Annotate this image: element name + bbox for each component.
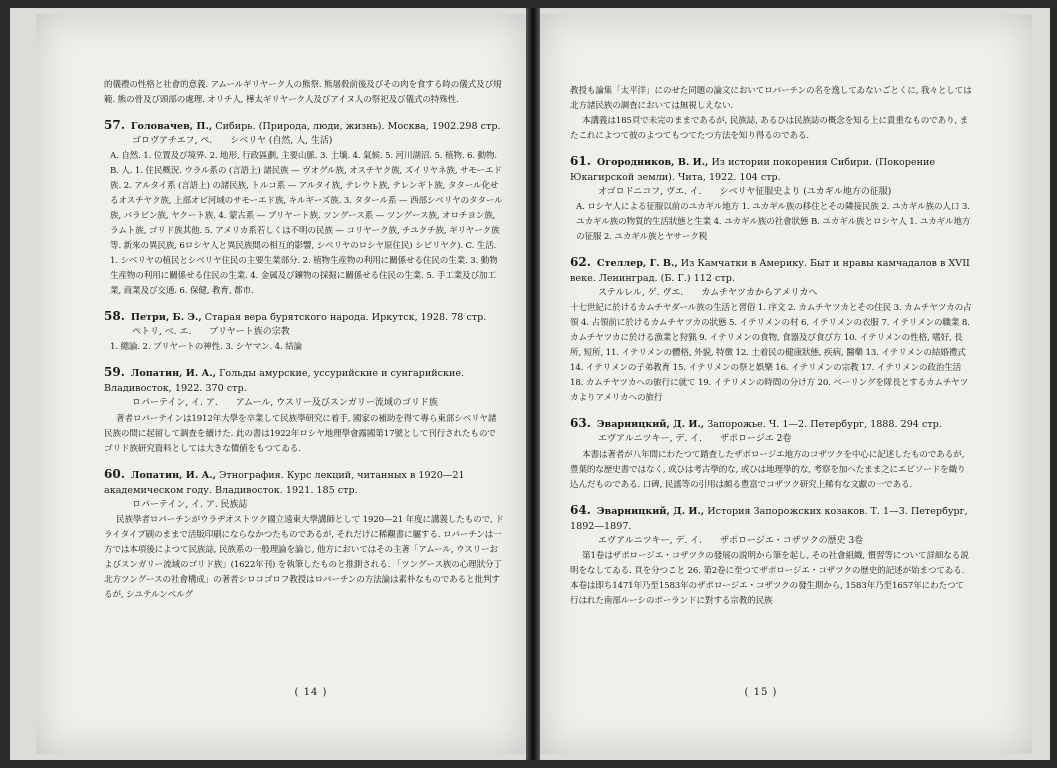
book-gutter	[526, 8, 540, 760]
entry-heading	[570, 503, 972, 534]
entry-number: 57.	[104, 118, 125, 132]
entry-author: Петри, Б. Э.,	[130, 312, 202, 324]
entry-japanese-title: ステルレル, ゲ. ヴエ. カムチヤツカからアメリカへ	[598, 288, 818, 299]
entry-number: 61.	[570, 154, 591, 168]
bib-entry-58	[104, 309, 504, 355]
entry-japanese-title: ロパーテイン, イ. ア. アムール, ウスリー及びスンガリー流域のゴリド族	[132, 398, 438, 409]
entry-title: Сибирь. (Природа, люди, жизнь). Москва, 1902.298 стр.	[215, 121, 501, 132]
entry-author: Огородников, В. И.,	[596, 157, 709, 168]
scanned-book-spread	[10, 8, 1050, 760]
entry-description: 本書は著者が八年間にわたつて踏査したザポロージエ地方のコザツクを中心に記述したものであるが, 豊葉的な歴史書ではなく, 或ひは考古學的な, 或ひは地理學的な, 考察を加へたまま之にエピソードを織り込んだものである. 口碑, 民謠等の引用は頗る豊富でコザツク研究上稀有な文獻の一である.	[570, 449, 966, 490]
entry-japanese-title: オゴロドニコフ, ヴエ. イ. シベリヤ征服史より (ユカギル地方の征服)	[598, 187, 892, 197]
entry-author: Лопатин, И. А.,	[130, 368, 217, 380]
entry-japanese-title: エヴアルニツキー, デ. イ. ザポロージエ・コザツクの歴史 3卷	[598, 535, 864, 546]
entry-number: 64.	[570, 502, 591, 517]
entry-title: Запорожье. Ч. 1—2. Петербург, 1888. 294 стр.	[707, 419, 942, 431]
bib-entry-57	[104, 118, 504, 299]
entry-title: Из истории покорения Сибири. (Покорение Юкагирской земли). Чита, 1922. 104 стр.	[570, 157, 936, 183]
bib-entry-64	[570, 503, 972, 609]
entry-title: Из Камчатки в Америку. Быт и нравы камчадалов в XVII веке. Ленинград. (Б. Г.) 112 стр.	[570, 258, 970, 285]
entry-japanese-title: ゴロヴアチエフ, ペ. シベリヤ (自然, 人, 生活)	[132, 136, 333, 146]
entry-contents: 十七世紀に於けるカムチヤダール族の生活と習俗 1. 序文 2. カムチヤツカとその住民 3. カムチヤツカの占領 4. 占領前に於けるカムチヤツカの狀態 5. イテリメンの村 6. イテリメンの衣服 7. イテリメンの職業 8. カムチヤツカに於ける漁業と狩猟 9. イテリメンの食物, 食器及び食び方 10. イテリメンの性格, 嗜好, 長所, 短所, 11. イテリメンの體格, 外貌, 特徴 12. 土着民の健康狀態, 疾病, 醫藥 13. イテリメンの結婚禮式 14. イテリメンの子弟教育 15. イテリメンの祭と娯樂 16. イテリメンの宗教 17. イテリメンの政治生活 18. カムチヤツカへの旅行に就て 19. イテリメンの時間の分け方 20. ベーリングを隊長とするカムチヤツカよりアメリカへの旅行	[570, 303, 972, 404]
page-number-right: ( 15 )	[744, 687, 778, 698]
page-number-left: ( 14 )	[294, 687, 328, 698]
entry-heading	[570, 416, 972, 432]
entry-title: Старая вера бурятского народа. Иркутск, 1928. 78 стр.	[204, 312, 487, 324]
entry-author: Стеллер, Г. В.,	[596, 258, 678, 270]
continued-paragraph: 本講義は185頁で未完のままであるが, 民族誌, あるひは民族誌の概念を知る上に貴重なものであり, またこれによつて彼のよつてもつてたつ方法を知り得るのである.	[570, 116, 969, 141]
entry-heading	[570, 255, 972, 286]
entry-number: 59.	[104, 365, 125, 380]
entry-number: 58.	[104, 309, 125, 324]
entry-description: 民族學者ロパーチンがウラヂオストツク國立遠東大學講師として 1920—21 年度に講義したもので, ドライタイプ刷のままで活版印刷にならなかつたものであるが, それだけに稀覯書に屬する. ロパーチンは一方では本項後によつて民族誌, 民族系の一般理論を論じ, 他方においてはその主著「アムール, ウスリーおよびスンガリー流域のゴリド族」(1622年刊) を執筆したものと推測される. 「ツングース族の心理狀分丁北方ツングースの社會構成」の著者シロコゴロフ教授はロパーチンの方法論は素朴なものであると批判するが, シユテルンベルグ	[104, 514, 504, 600]
entry-number: 62.	[570, 255, 591, 270]
entry-heading	[104, 365, 504, 396]
entry-description: 著者ロパーテインは1912年大學を卒業して民族學研究に着手, 國家の補助を得て專ら東部シベリヤ諸民族の間に起留して調査を續けた. 此の書は1922年ロシヤ地理學會露國第17號として刊行されたものでゴリド族研究資料としては大きな價値をもつてゐる.	[104, 413, 497, 454]
right-page-content	[570, 84, 972, 609]
entry-title: История Запорожских козаков. Т. 1—3. Петербург, 1892—1897.	[570, 505, 968, 532]
bib-entry-63	[570, 416, 972, 492]
entry-japanese-title: エヴアルニツキー, デ. イ. ザポロージエ 2卷	[598, 434, 792, 445]
entry-author: Головачев, П.,	[130, 121, 213, 132]
bib-entry-59	[104, 365, 504, 456]
entry-author: Эварницкий, Д. И.,	[596, 419, 705, 431]
entry-contents: A. 自然. 1. 位置及び境界. 2. 地形, 行政區劃, 主要山脈. 3. 土壤. 4. 氣候. 5. 河川湖沼. 5. 植物. 6. 動物. B. 人. 1. 住民概況. ウラル系の (言語上) 諸民族 — ヴオグル族, オスチヤク族, ズイリヤネ族, サモーエド族. 2. アルタイ系 (言語上) の諸民族, トルコ系 — アルタイ族, テレウト族, テレンギト族, タタール化せるオスチヤク族, 上部オビ河域のサモーエド族, キルギーズ族. 3. タタール系 — 西部シベリヤのタタール族, バラビン族, ヤクート族. 4. 蒙古系 — ブリヤート族. ツングース系 — ツングース族, オロチヨン族, ラムト族, ゴリド族其他. 5. アメリカ系若しくは不明の民族 — コリヤーク族, チユクチ族, ギリヤーク族等. 新來の異民族, 6ロシヤ人と異民族間の相互的影響, シベリヤのロシヤ原住民) シビリヤク). C. 生活. 1. シベリヤの植民とシベリヤ住民の主要生業部分. 2. 植物生産物の利用に關係せる住民の生業. 3. 動物生産物の利用に關係せる住民の生業. 4. 金属及び鑛物の採掘に關係せる住民の生業. 5. 手工業及び加工業, 商業及び交通. 6. 保健, 教育, 都市.	[110, 151, 503, 297]
left-page	[36, 14, 526, 754]
entry-heading	[104, 467, 504, 498]
continued-text: 的儀禮の性格と社會的意義. アムールギリヤーク人の熊祭. 熊屠殺前後及びその肉を食する時の儀式及び規範. 熊の骨及び頭部の處理. オリチ人, 樺太ギリヤーク人及びアイヌ人の祭祀及び儀式の特殊性.	[104, 80, 502, 105]
entry-heading	[104, 118, 504, 134]
entry-author: Лопатин, И. А.,	[130, 469, 217, 481]
entry-description: 第1卷はザポロージエ・コザツクの發展の説明から筆を起し, その社會組織, 慣習等について詳細なる説明をなしてゐる. 頁を分つこと 26. 第2卷に至つてザポロージエ・コザツクの歴史的記述が始まつてゐる. 本卷は即ち1471年乃至1583年のザポロージエ・コザツクの發生期から, 1583年乃至1657年にわたつて行はれた南部ルーシのポーランドに對する宗教的民族	[570, 550, 969, 606]
entry-japanese-title: ペトリ, ベ. エ. ブリヤート族の宗教	[132, 327, 290, 338]
entry-number: 60.	[104, 466, 125, 481]
bib-entry-60	[104, 467, 504, 603]
entry-contents: 1. 總論. 2. ブリヤートの神性. 3. シヤマン. 4. 結論	[110, 342, 302, 353]
entry-author: Эварницкий, Д. И.,	[596, 505, 705, 517]
bib-entry-62	[570, 255, 972, 406]
entry-number: 63.	[570, 416, 591, 431]
entry-title: Этнография. Курс лекций, читанных в 1920—21 академическом году. Владивосток. 1921. 185 стр.	[104, 469, 465, 496]
right-page	[540, 14, 1032, 754]
left-page-content	[104, 78, 504, 603]
bib-entry-61	[570, 154, 972, 245]
entry-japanese-title: ロパーテイン, イ. ア. 民族誌	[132, 499, 248, 510]
entry-heading	[104, 309, 504, 325]
entry-contents: A. ロシヤ人による征服以前のユカギル地方 1. ユカギル族の移住とその隣接民族 2. ユカギル族の人口 3. ユカギル族の物質的生活狀態と生業 4. ユカギル族の社會狀態 B. ユカギル族とロシヤ人 1. ユカギル地方の征服 2. ユカギル族とヤサーク税	[576, 202, 971, 243]
entry-title: Гольды амурские, уссурийские и сунгарийские. Владивосток, 1922. 370 стр.	[104, 368, 465, 395]
continued-text: 教授も論集「太平洋」にのせた同題の論文においてロパーチンの名を逸してゐないごとくに, 我々としては北方諸民族の調査においては無視しえない.	[570, 86, 972, 111]
entry-heading	[570, 154, 972, 185]
